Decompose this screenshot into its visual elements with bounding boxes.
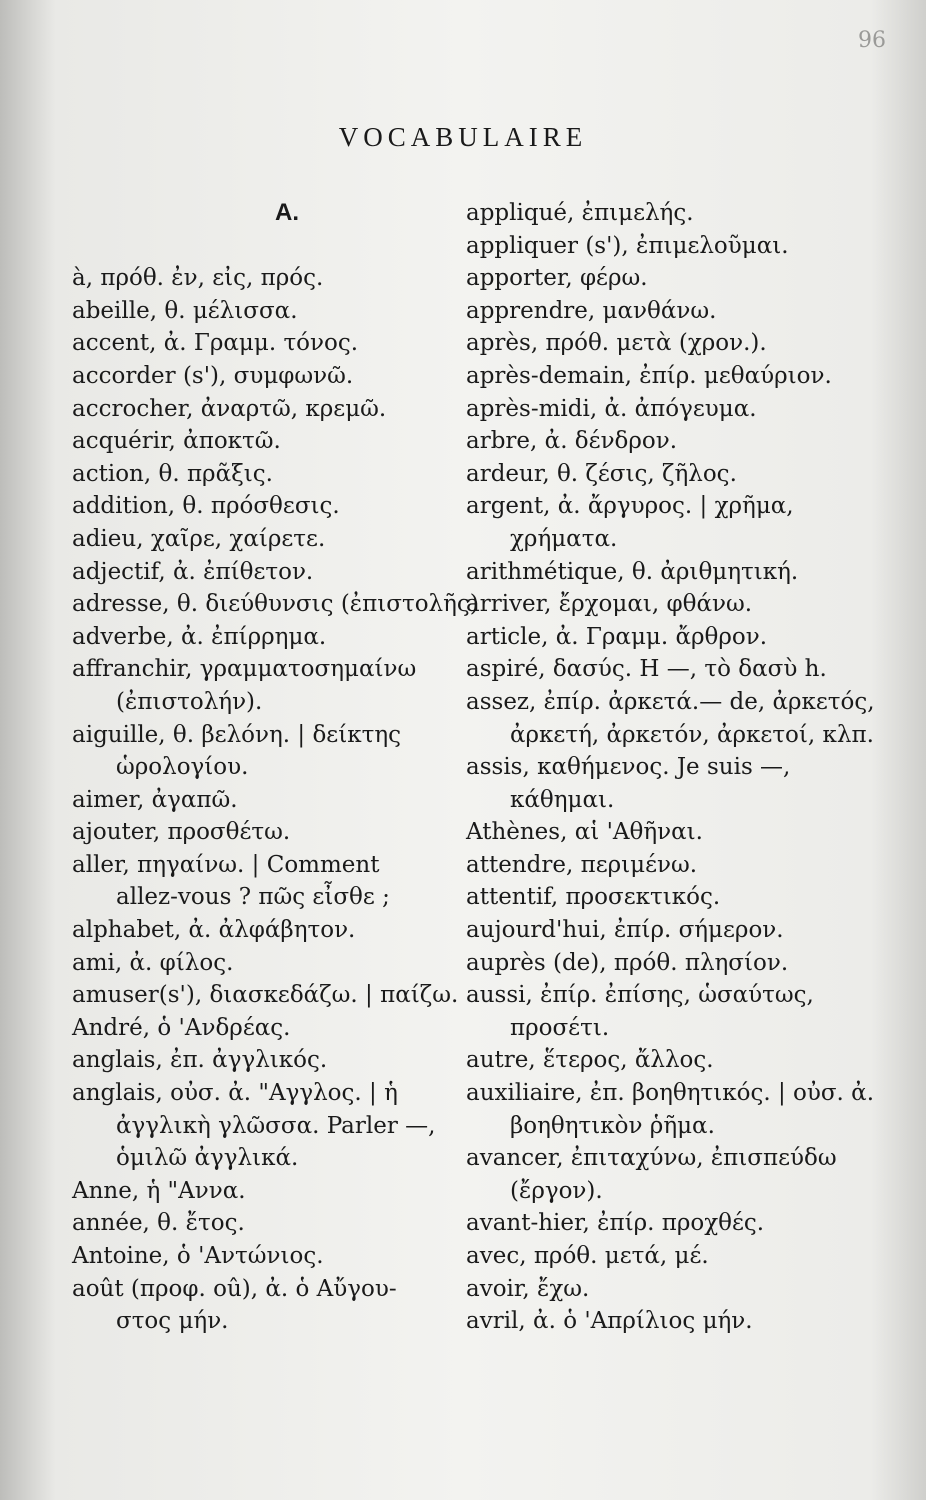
vocabulary-entry: [466, 621, 906, 654]
page-title: VOCABULAIRE: [338, 122, 588, 152]
right-column: [466, 197, 906, 1338]
entry-text: avec, πρόθ. μετά, μέ.: [466, 1243, 709, 1269]
vocabulary-entry: [72, 1273, 462, 1338]
vocabulary-entry: [466, 751, 906, 816]
entry-text: adresse, θ. διεύθυνσις (ἐπιστολῆς): [72, 591, 479, 618]
entry-text: argent, ἀ. ἄργυρος. | χρῆμα,: [466, 493, 794, 520]
entry-continuation: ἀγγλικὴ γλῶσσα. Parler —,: [116, 1112, 436, 1139]
entry-text: ajouter, προσθέτω.: [72, 819, 291, 846]
entry-text: article, ἀ. Γραμμ. ἄρθρον.: [466, 623, 768, 650]
entry-text: août (προφ. oû), ἀ. ὁ Αὔγου-: [72, 1275, 397, 1302]
entry-text: accent, ἀ. Γραμμ. τόνος.: [72, 330, 359, 357]
entry-text: Anne, ἡ "Αννα.: [72, 1177, 246, 1204]
entry-text: après-demain, ἐπίρ. μεθαύριον.: [466, 362, 832, 389]
left-column: [72, 197, 479, 1338]
vocabulary-entry: [72, 490, 462, 523]
vocabulary-entry: [72, 1142, 462, 1175]
vocabulary-entry: [466, 849, 906, 882]
entry-text: arbre, ἀ. δένδρον.: [466, 428, 678, 455]
vocabulary-entry: [72, 719, 462, 784]
entry-text: auprès (de), πρόθ. πλησίον.: [466, 949, 789, 976]
vocabulary-entry: [466, 393, 906, 426]
entry-text: assez, ἐπίρ. ἀρκετά.— de, ἀρκετός,: [466, 688, 875, 715]
vocabulary-entry: [466, 881, 906, 914]
vocabulary-entry: [72, 360, 462, 393]
page-number: 96: [858, 28, 886, 53]
entry-text: à, πρόθ. ἐν, εἰς, πρός.: [72, 265, 324, 292]
vocabulary-entry: [72, 327, 462, 360]
entry-text: assis, καθήμενος. Je suis —,: [466, 754, 791, 781]
vocabulary-entry: [466, 556, 906, 589]
vocabulary-entry: [466, 425, 906, 458]
entry-text: anglais, οὐσ. ἀ. "Αγγλος. | ἡ: [72, 1080, 398, 1107]
vocabulary-entry: [72, 849, 462, 914]
entry-continuation: βοηθητικὸν ῥῆμα.: [510, 1112, 715, 1139]
vocabulary-entry: [466, 360, 906, 393]
entry-text: aussi, ἐπίρ. ἐπίσης, ὡσαύτως,: [466, 982, 814, 1009]
entry-continuation: προσέτι.: [510, 1014, 610, 1041]
entry-continuation: (ἐπιστολήν).: [116, 688, 263, 715]
entry-text: accorder (s'), συμφωνῶ.: [72, 362, 354, 389]
entry-text: avoir, ἔχω.: [466, 1275, 590, 1302]
vocabulary-entry: [72, 588, 479, 621]
entry-text: aiguille, θ. βελόνη. | δείκτης: [72, 721, 401, 748]
vocabulary-entry: [466, 979, 906, 1044]
vocabulary-entry: [72, 1207, 462, 1240]
vocabulary-entry: [466, 327, 906, 360]
entry-continuation: allez-vous ? πῶς εἶσθε ;: [116, 884, 390, 911]
entry-text: attentif, προσεκτικός.: [466, 884, 721, 911]
entry-continuation: στος μήν.: [116, 1308, 229, 1335]
vocabulary-entry: [466, 197, 906, 230]
vocabulary-entry: [466, 458, 906, 491]
entry-text: arithmétique, θ. ἀριθμητική.: [466, 558, 799, 585]
entry-text: attendre, περιμένω.: [466, 851, 698, 878]
entry-text: alphabet, ἀ. ἀλφάβητον.: [72, 917, 356, 944]
right-entries: [466, 197, 906, 1338]
entry-text: accrocher, ἀναρτῶ, κρεμῶ.: [72, 395, 387, 422]
vocabulary-entry: [466, 1240, 906, 1273]
vocabulary-entry: [466, 947, 906, 980]
entry-continuation: (ἔργον).: [510, 1177, 603, 1204]
entry-text: aimer, ἀγαπῶ.: [72, 786, 238, 813]
vocabulary-entry: [72, 784, 462, 817]
entry-text: Antoine, ὁ 'Αντώνιος.: [72, 1243, 324, 1269]
entry-continuation: χρήματα.: [510, 525, 618, 552]
entry-text: adjectif, ἀ. ἐπίθετον.: [72, 558, 314, 585]
vocabulary-entry: [72, 1044, 462, 1077]
vocabulary-entry: [72, 1012, 462, 1045]
vocabulary-entry: [466, 1077, 906, 1142]
section-letter-heading: A.: [275, 199, 299, 226]
left-entries: [72, 262, 479, 1338]
entry-text: avant-hier, ἐπίρ. προχθές.: [466, 1210, 765, 1237]
entry-continuation: ὡρολογίου.: [116, 754, 249, 781]
vocabulary-entry: [72, 523, 462, 556]
entry-text: affranchir, γραμματοσημαίνω: [72, 656, 417, 683]
entry-continuation: ἀρκετή, ἀρκετόν, ἀρκετοί, κλπ.: [510, 721, 874, 748]
vocabulary-entry: [72, 1240, 462, 1273]
vocabulary-entry: [72, 393, 462, 426]
entry-continuation: κάθημαι.: [510, 786, 615, 813]
entry-text: aujourd'hui, ἐπίρ. σήμερον.: [466, 917, 784, 944]
vocabulary-entry: [466, 914, 906, 947]
entry-text: abeille, θ. μέλισσα.: [72, 297, 298, 324]
vocabulary-entry: [72, 947, 462, 980]
entry-text: apprendre, μανθάνω.: [466, 297, 717, 324]
vocabulary-entry: [72, 556, 462, 589]
vocabulary-entry: [72, 653, 462, 718]
vocabulary-entry: [466, 230, 906, 263]
vocabulary-entry: [466, 1305, 906, 1338]
entry-text: André, ὁ 'Ανδρέας.: [72, 1014, 291, 1041]
entry-text: avancer, ἐπιταχύνω, ἐπισπεύδω: [466, 1145, 837, 1172]
entry-text: arriver, ἔρχομαι, φθάνω.: [466, 591, 753, 618]
entry-text: avril, ἀ. ὁ 'Απρίλιος μήν.: [466, 1308, 753, 1335]
vocabulary-entry: [466, 295, 906, 328]
vocabulary-entry: [466, 653, 906, 686]
entry-text: anglais, ἐπ. ἀγγλικός.: [72, 1047, 328, 1074]
entry-text: adverbe, ἀ. ἐπίρρημα.: [72, 623, 327, 650]
vocabulary-entry: [466, 816, 906, 849]
entry-text: Athènes, αἱ 'Αθῆναι.: [466, 819, 703, 846]
vocabulary-entry: [466, 262, 906, 295]
vocabulary-entry: [72, 621, 462, 654]
entry-text: amuser(s'), διασκεδάζω. | παίζω.: [72, 982, 459, 1009]
vocabulary-entry: [72, 295, 462, 328]
entry-text: apporter, φέρω.: [466, 265, 648, 292]
entry-text: addition, θ. πρόσθεσις.: [72, 493, 340, 520]
entry-text: ardeur, θ. ζέσις, ζῆλος.: [466, 460, 737, 487]
entry-text: année, θ. ἔτος.: [72, 1210, 245, 1237]
vocabulary-entry: [72, 425, 462, 458]
entry-text: aspiré, δασύς. H —, τὸ δασὺ h.: [466, 656, 827, 683]
vocabulary-entry: [466, 686, 906, 751]
vocabulary-entry: [466, 1044, 906, 1077]
vocabulary-entry: [72, 816, 462, 849]
vocabulary-entry: [466, 588, 906, 621]
entry-text: après-midi, ἀ. ἀπόγευμα.: [466, 395, 757, 422]
entry-continuation: ὁμιλῶ ἀγγλικά.: [116, 1145, 299, 1172]
vocabulary-entry: [72, 1175, 462, 1208]
entry-text: aller, πηγαίνω. | Comment: [72, 851, 380, 878]
vocabulary-entry: [72, 979, 462, 1012]
entry-text: auxiliaire, ἐπ. βοηθητικός. | οὐσ. ἀ.: [466, 1080, 875, 1107]
entry-text: après, πρόθ. μετὰ (χρον.).: [466, 330, 767, 357]
entry-text: ami, ἀ. φίλος.: [72, 949, 234, 976]
entry-text: adieu, χαῖρε, χαίρετε.: [72, 525, 326, 552]
vocabulary-entry: [72, 262, 462, 295]
entry-text: acquérir, ἀποκτῶ.: [72, 428, 281, 455]
entry-text: autre, ἕτερος, ἄλλος.: [466, 1047, 714, 1074]
vocabulary-entry: [72, 914, 462, 947]
vocabulary-entry: [72, 458, 462, 491]
entry-text: action, θ. πρᾶξις.: [72, 460, 273, 487]
vocabulary-entry: [466, 1273, 906, 1306]
entry-text: appliqué, ἐπιμελής.: [466, 200, 694, 226]
vocabulary-entry: [466, 1207, 906, 1240]
vocabulary-entry: [466, 1142, 906, 1207]
vocabulary-entry: [466, 490, 906, 555]
entry-text: appliquer (s'), ἐπιμελοῦμαι.: [466, 232, 789, 259]
vocabulary-entry: [72, 1077, 462, 1142]
